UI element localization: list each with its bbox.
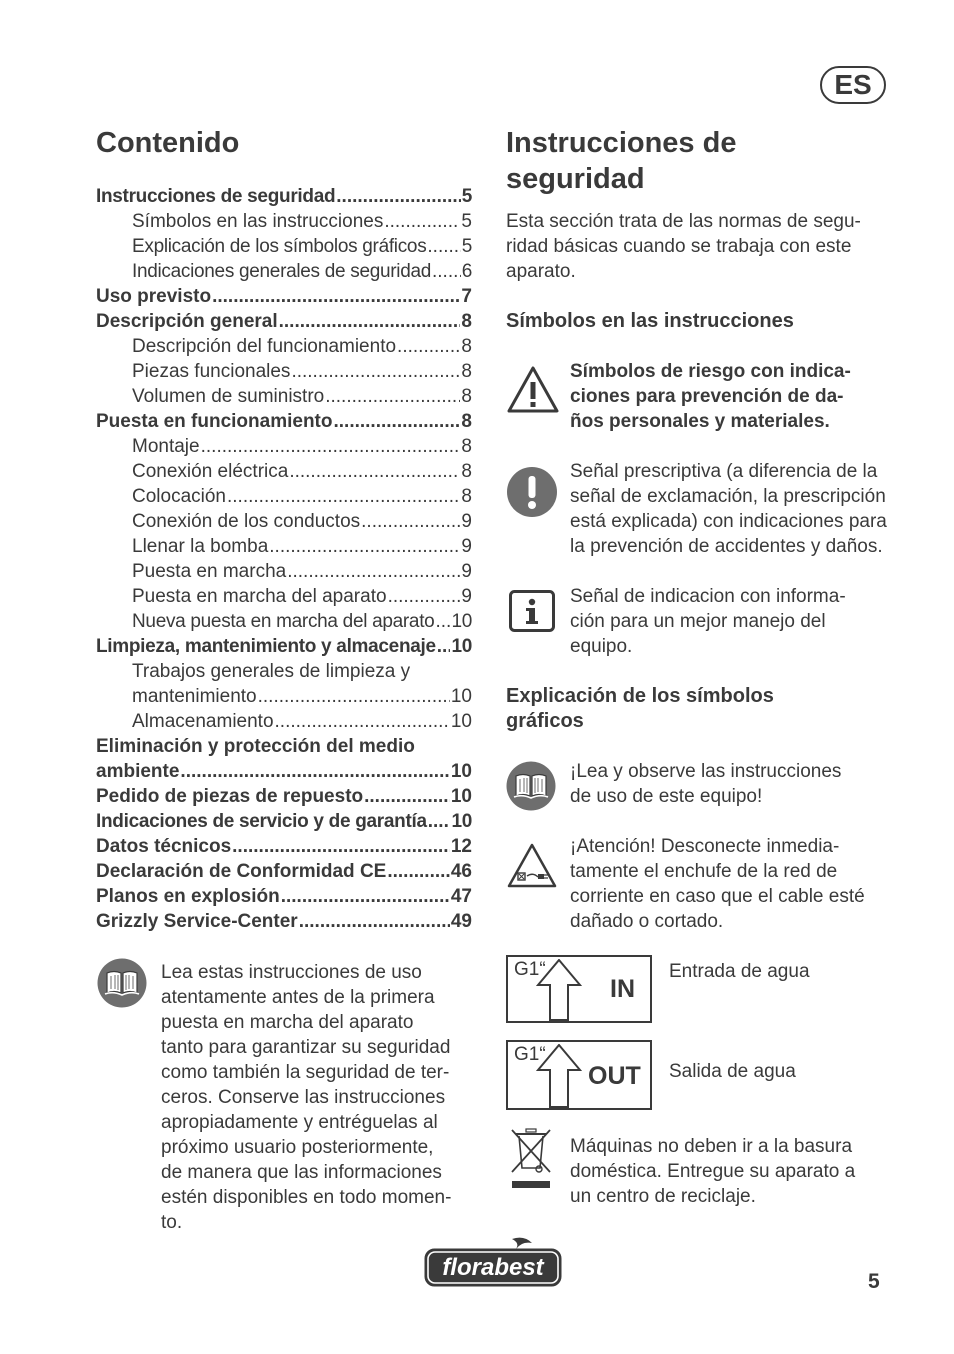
toc-leader-dots (275, 709, 450, 734)
toc-entry-page: 10 (451, 811, 472, 832)
toc-entry-page: 5 (461, 211, 472, 232)
toc-entry (132, 484, 472, 509)
toc-entry-page: 9 (461, 511, 472, 532)
toc-entry-page: 8 (461, 411, 472, 432)
toc-leader-dots (387, 859, 450, 884)
toc-entry-label: Trabajos generales de limpieza y (132, 661, 411, 682)
warning-triangle-icon (506, 365, 560, 415)
toc-entry-label: Grizzly Service-Center (96, 911, 298, 932)
toc-entry-page: 8 (461, 311, 472, 332)
toc-entry-label: Almacenamiento (132, 711, 274, 732)
toc-entry-label: ambiente (96, 761, 180, 782)
toc-leader-dots (333, 409, 460, 434)
toc-leader-dots (384, 209, 460, 234)
toc-leader-dots (180, 759, 449, 784)
page-number: 5 (868, 1270, 880, 1293)
toc-leader-dots (287, 559, 460, 584)
toc-leader-dots (428, 809, 451, 834)
toc-entry-label: Montaje (132, 436, 200, 457)
toc-entry-page: 9 (461, 536, 472, 557)
toc-entry-page: 10 (450, 786, 472, 807)
toc-entry-label: Puesta en marcha (132, 561, 287, 582)
info-icon (509, 590, 555, 632)
toc-entry (96, 184, 472, 209)
toc-entry-page: 8 (461, 361, 472, 382)
toc-entry (132, 584, 472, 609)
toc-leader-dots (232, 834, 450, 859)
toc-leader-dots (281, 884, 450, 909)
toc-entry-page: 5 (461, 236, 472, 257)
water-inlet-text: Entrada de agua (669, 961, 810, 982)
florabest-logo (424, 1235, 562, 1287)
toc-entry-label: Nueva puesta en marcha del aparato (132, 611, 435, 632)
toc-entry-label: Colocación (132, 486, 226, 507)
water-inlet-symbol (506, 955, 652, 1023)
toc-entry-label: Limpieza, mantenimiento y almacenaje (96, 636, 436, 657)
toc-entry-page: 9 (461, 586, 472, 607)
toc-entry-page: 7 (461, 286, 472, 307)
toc-title: Contenido (96, 127, 240, 159)
toc-entry (96, 784, 472, 809)
toc-entry-page: 49 (450, 911, 472, 932)
toc-entry-page: 6 (461, 261, 472, 282)
toc-entry-page: 8 (461, 386, 472, 407)
toc-entry-label: Declaración de Conformidad CE (96, 861, 387, 882)
read-notice-text: Lea estas instrucciones de uso atentamente antes de la primera puesta en marcha del aparato tanto para garantizar su seguridad como también la seguridad de ter- ceros. Conserve las instrucciones apropiadamente y entréguelas al próximo usuario posteriormente, de manera que las informaciones estén disponibles en todo momen- to. (161, 962, 452, 1233)
toc-entry (132, 334, 472, 359)
thread-size-label: G1“ (514, 1044, 546, 1065)
svg-text:florabest: florabest (442, 1254, 544, 1281)
toc-leader-dots (269, 534, 460, 559)
toc-entry (96, 284, 472, 309)
toc-leader-dots (201, 434, 461, 459)
toc-entry-label: Piezas funcionales (132, 361, 291, 382)
unplug-warning-text: ¡Atención! Desconecte inmedia- tamente el enchufe de la red de corriente en caso que el cable esté dañado o cortado. (570, 836, 865, 932)
recycle-text: Máquinas no deben ir a la basura doméstica. Entregue su aparato a un centro de reciclaje. (570, 1136, 856, 1207)
toc-leader-dots (388, 584, 461, 609)
toc-entry-label: Indicaciones de servicio y de garantía (96, 811, 427, 832)
toc-entry (132, 384, 472, 409)
toc-entry-label: Conexión eléctrica (132, 461, 289, 482)
water-outlet-text: Salida de agua (669, 1061, 796, 1082)
toc-entry (96, 834, 472, 859)
toc-entry (132, 259, 472, 284)
toc-entry-label: Eliminación y protección del medio (96, 736, 415, 757)
toc-entry-page: 12 (450, 836, 472, 857)
toc-entry (132, 459, 472, 484)
inlet-label: IN (610, 975, 635, 1003)
toc-entry (96, 909, 472, 934)
toc-entry-page: 10 (451, 611, 472, 632)
language-badge: ES (820, 66, 886, 104)
toc-leader-dots (432, 259, 461, 284)
graphic-symbols-heading: Explicación de los símbolos gráficos (506, 685, 774, 732)
toc-leader-dots (227, 484, 460, 509)
toc-entry-page: 10 (450, 686, 472, 707)
book-icon (506, 761, 556, 811)
toc-entry-label: Llenar la bomba (132, 536, 269, 557)
toc-leader-dots (397, 334, 460, 359)
toc-entry (96, 409, 472, 434)
toc-entry (96, 309, 472, 334)
toc-entry (132, 709, 472, 734)
toc-entry-page: 10 (450, 761, 472, 782)
toc-entry-label: Conexión de los conductos (132, 511, 361, 532)
toc-entry-page: 9 (461, 561, 472, 582)
safety-intro: Esta sección trata de las normas de segu- ridad básicas cuando se trabaja con este aparato. (506, 211, 861, 282)
toc-entry-label: Uso previsto (96, 286, 212, 307)
toc-entry-page: 10 (451, 636, 472, 657)
toc-leader-dots (435, 609, 450, 634)
toc-entry-label: Puesta en funcionamiento (96, 411, 333, 432)
arrow-up-icon (536, 959, 582, 1021)
toc-entry (96, 884, 472, 909)
mandatory-exclamation-icon (507, 467, 557, 517)
toc-entry-label: Símbolos en las instrucciones (132, 211, 384, 232)
toc-entry (132, 684, 472, 709)
toc-entry-label: mantenimiento (132, 686, 257, 707)
toc-leader-dots (291, 359, 460, 384)
toc-leader-dots (212, 284, 460, 309)
book-icon (97, 958, 147, 1008)
symbol-warning-text: Símbolos de riesgo con indica- ciones para prevención de da- ños personales y materiales. (570, 361, 851, 432)
toc-entry-page: 8 (461, 486, 472, 507)
toc-entry-label: Datos técnicos (96, 836, 232, 857)
arrow-up-icon (536, 1044, 582, 1108)
symbols-heading: Símbolos en las instrucciones (506, 310, 794, 332)
toc-entry-page: 47 (450, 886, 472, 907)
crossed-bin-icon (508, 1126, 554, 1190)
toc-entry (96, 859, 472, 884)
toc-entry-page: 8 (461, 336, 472, 357)
outlet-label: OUT (588, 1062, 641, 1090)
toc-entry (132, 434, 472, 459)
toc-leader-dots (437, 634, 451, 659)
toc-entry-label: Explicación de los símbolos gráficos (132, 236, 427, 257)
toc-entry (132, 509, 472, 534)
toc-leader-dots (364, 784, 450, 809)
toc-entry (132, 234, 472, 259)
read-instructions-text: ¡Lea y observe las instrucciones de uso de este equipo! (570, 761, 842, 807)
toc-entry-label: Descripción del funcionamiento (132, 336, 397, 357)
toc-entry (96, 759, 472, 784)
toc-entry (132, 609, 472, 634)
thread-size-label: G1“ (514, 959, 546, 980)
unplug-warning-icon (506, 842, 558, 890)
toc-entry (132, 559, 472, 584)
toc-leader-dots (279, 309, 461, 334)
symbol-mandatory-text: Señal prescriptiva (a diferencia de la señal de exclamación, la prescripción está explicada) con indicaciones para la prevención de accidentes y daños. (570, 461, 887, 557)
toc-entry-page: 8 (461, 436, 472, 457)
toc-leader-dots (289, 459, 460, 484)
toc-entry-label: Puesta en marcha del aparato (132, 586, 387, 607)
safety-title: Instrucciones de seguridad (506, 127, 737, 195)
toc-entry-page: 5 (461, 186, 472, 207)
toc-entry-page: 46 (450, 861, 472, 882)
toc-entry (132, 659, 472, 684)
toc-entry-label: Instrucciones de seguridad (96, 186, 336, 207)
toc-entry-label: Descripción general (96, 311, 278, 332)
toc-entry (132, 359, 472, 384)
toc-entry-label: Volumen de suministro (132, 386, 325, 407)
toc-leader-dots (361, 509, 460, 534)
toc-entry (132, 209, 472, 234)
toc-entry (96, 734, 472, 759)
toc-leader-dots (336, 184, 460, 209)
toc-leader-dots (299, 909, 450, 934)
toc-entry (96, 809, 472, 834)
water-outlet-symbol (506, 1040, 652, 1110)
toc-leader-dots (427, 234, 460, 259)
toc-entry (132, 534, 472, 559)
toc-entry-label: Pedido de piezas de repuesto (96, 786, 364, 807)
toc-leader-dots (258, 684, 450, 709)
symbol-info-text: Señal de indicacion con informa- ción para un mejor manejo del equipo. (570, 586, 846, 657)
toc-entry-label: Indicaciones generales de seguridad (132, 261, 431, 282)
toc-entry (96, 634, 472, 659)
toc-entry-label: Planos en explosión (96, 886, 280, 907)
toc-entry-page: 10 (450, 711, 472, 732)
toc-entry-page: 8 (461, 461, 472, 482)
toc-leader-dots (325, 384, 460, 409)
